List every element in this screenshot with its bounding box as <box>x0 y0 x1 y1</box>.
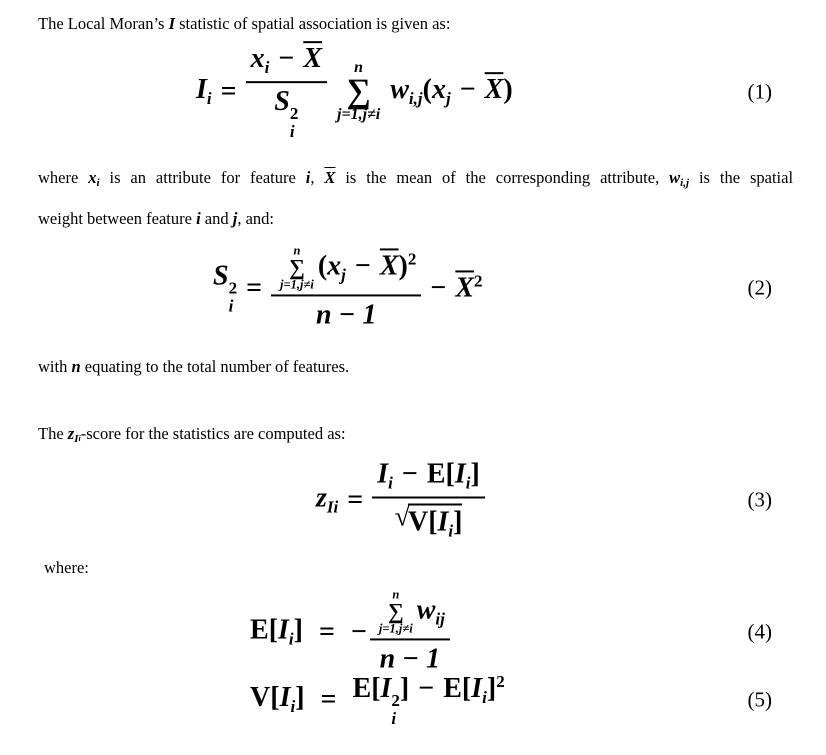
var-I: I <box>279 682 291 714</box>
sentence-n-features <box>38 357 349 377</box>
sub-ij: i,j <box>680 177 690 189</box>
paragraph-attribute-line1 <box>38 160 793 201</box>
equation-5-body <box>250 672 505 728</box>
radicand <box>408 504 463 542</box>
eq4-fraction <box>370 588 450 675</box>
sub-i: i <box>290 697 296 717</box>
text: equating to the total number of features. <box>80 357 350 376</box>
var-I: I <box>437 506 449 538</box>
var-x: x <box>250 43 265 75</box>
minus-sign: − <box>354 250 371 282</box>
var-n: n <box>71 357 81 376</box>
right-bracket: ] <box>295 682 305 714</box>
eq4-numerator <box>370 588 450 640</box>
var-w: w <box>669 168 681 187</box>
sentence-zscore <box>38 424 346 445</box>
equation-1 <box>0 43 826 141</box>
operator-E: E <box>426 458 446 490</box>
operator-V: V <box>250 682 271 714</box>
var-x: x <box>327 250 342 282</box>
equals-sign: = <box>318 615 335 647</box>
eq1-denominator <box>246 83 327 141</box>
var-I: I <box>454 458 466 490</box>
sigma-icon: ∑ <box>387 598 404 624</box>
paragraph-attribute-line2 <box>38 201 793 236</box>
sub-I: I <box>74 433 79 445</box>
sub-i: i <box>391 709 397 728</box>
n-minus-1: n − 1 <box>379 643 441 675</box>
var-z: z <box>316 482 327 514</box>
operator-E: E <box>443 673 462 705</box>
var-I: I <box>196 74 207 106</box>
var-I: I <box>278 614 289 646</box>
radical-icon: √ <box>394 501 410 533</box>
equation-3 <box>0 457 826 543</box>
var-x: x <box>431 74 446 106</box>
equals-sign: = <box>347 484 364 515</box>
equation-2-body <box>213 244 483 331</box>
left-bracket: [ <box>268 614 279 646</box>
text: is the mean of the corresponding attribute, <box>335 168 670 187</box>
sub-i: i <box>465 473 471 493</box>
minus-sign: − <box>401 458 418 490</box>
text: weight between feature <box>38 209 197 228</box>
sigma-icon: ∑ <box>346 72 371 110</box>
n-minus-1: n − 1 <box>315 299 377 331</box>
left-bracket: [ <box>371 673 381 705</box>
math-var-I: I <box>168 14 176 33</box>
sentence-where <box>44 558 89 578</box>
right-bracket: ] <box>470 458 480 490</box>
sup-2: 2 <box>228 278 238 298</box>
left-paren: ( <box>422 74 432 106</box>
equals-sign: = <box>220 76 237 107</box>
var-j: j <box>232 209 238 228</box>
right-bracket: ] <box>399 673 410 705</box>
equation-5 <box>0 672 826 728</box>
sub-i: i <box>264 58 270 78</box>
text: -score for the statistics are computed as: <box>80 424 346 443</box>
intro-text-post: statistic of spatial association is given as: <box>175 14 451 33</box>
text: The <box>38 424 68 443</box>
subsub-i: i <box>333 497 339 517</box>
summation-symbol <box>280 244 314 291</box>
sub-i: i <box>96 177 100 189</box>
left-bracket: [ <box>428 506 438 538</box>
text: , <box>310 168 325 187</box>
eq5-rhs <box>353 672 505 728</box>
left-bracket: [ <box>461 673 472 705</box>
minus-sign: − <box>278 43 295 75</box>
intro-text-pre: The Local Moran’s <box>38 14 169 33</box>
operator-V: V <box>407 506 429 538</box>
right-paren: ) <box>503 74 513 106</box>
eq3-denominator <box>372 499 485 542</box>
var-I: I <box>471 673 483 705</box>
equation-number-2: (2) <box>747 275 772 300</box>
eq3-numerator <box>372 459 485 499</box>
equation-4 <box>0 587 826 675</box>
var-w: w <box>390 74 409 106</box>
var-z: z <box>67 424 75 443</box>
negative-sign: − <box>350 615 367 647</box>
eq2-lhs <box>213 261 237 316</box>
minus-sign: − <box>459 74 476 106</box>
equation-number-5: (5) <box>747 687 772 712</box>
text: , and: <box>237 209 274 228</box>
sub-i: i <box>228 296 234 316</box>
sub-ij: i,j <box>408 89 423 109</box>
var-X-bar: $\overline{X}$ <box>455 272 475 304</box>
sub-i: i <box>448 521 454 541</box>
text: with <box>38 357 72 376</box>
sum-upper-limit: n <box>293 243 301 258</box>
sub-ij: ij <box>435 609 445 629</box>
minus-sign: − <box>418 673 435 705</box>
summation-symbol <box>337 60 380 124</box>
equation-number-3: (3) <box>747 487 772 512</box>
var-X-bar: $\overline{X}$ <box>379 250 399 282</box>
equals-sign: = <box>320 684 337 715</box>
var-X-bar: $\overline{X}$ <box>324 168 336 187</box>
sup-2: 2 <box>407 249 417 269</box>
eq3-fraction <box>372 459 485 542</box>
sup-2: 2 <box>391 691 400 711</box>
text: where: <box>44 558 89 577</box>
sub-j: j <box>445 89 451 109</box>
sigma-icon: ∑ <box>289 254 305 280</box>
equation-number-4: (4) <box>747 619 772 644</box>
equals-sign: = <box>246 271 263 303</box>
right-bracket: ] <box>453 506 463 538</box>
eq2-fraction <box>271 244 421 331</box>
sum-lower-limit: j=1,j≠i <box>378 621 413 636</box>
sub-j: j <box>341 265 346 285</box>
sub-i: i <box>206 89 212 109</box>
left-bracket: [ <box>445 458 455 490</box>
eq4-denominator <box>370 641 450 676</box>
intro-sentence <box>38 14 450 34</box>
equation-number-1: (1) <box>747 79 772 104</box>
var-S: S <box>213 260 229 292</box>
sub-i: i <box>388 473 393 493</box>
sub-I: I <box>326 497 334 517</box>
sup-2: 2 <box>474 271 483 291</box>
paragraph-attribute <box>38 160 793 236</box>
text: is an attribute for feature <box>99 168 306 187</box>
sup-2: 2 <box>289 104 299 124</box>
var-I: I <box>380 673 392 705</box>
var-I: I <box>377 458 389 490</box>
left-bracket: [ <box>270 682 280 714</box>
sub-i: i <box>482 688 487 708</box>
left-paren: ( <box>317 250 328 282</box>
sup-2: 2 <box>496 672 505 692</box>
text: and <box>200 209 233 228</box>
summation-symbol <box>379 588 413 635</box>
var-x: x <box>88 168 97 187</box>
eq4-lhs <box>250 614 303 649</box>
equation-4-body <box>250 588 450 675</box>
var-X-bar: $\overline{X}$ <box>303 43 322 75</box>
sub-i: i <box>289 122 295 141</box>
sup-sub-stack <box>391 692 400 728</box>
equation-1-body <box>196 43 513 141</box>
equation-2 <box>0 237 826 339</box>
minus-sign: − <box>430 271 447 303</box>
right-paren: ) <box>398 250 408 282</box>
equation-3-body <box>316 459 485 542</box>
eq3-lhs <box>316 483 338 518</box>
operator-E: E <box>352 673 372 705</box>
eq5-lhs <box>250 683 305 718</box>
eq2-denominator <box>271 297 421 332</box>
sup-sub-stack <box>229 280 238 316</box>
sum-lower-limit: j=1,j≠i <box>280 277 314 292</box>
sum-upper-limit: n <box>354 58 364 76</box>
sup-sub-stack <box>290 105 299 141</box>
eq1-tail <box>390 75 512 110</box>
var-X-bar: $\overline{X}$ <box>484 74 504 106</box>
sum-lower-limit: j=1,j≠i <box>337 106 381 124</box>
var-S: S <box>274 86 290 118</box>
eq2-numerator <box>271 244 421 296</box>
right-bracket: ] <box>486 673 497 705</box>
var-w: w <box>416 594 436 626</box>
eq2-tail <box>455 271 482 304</box>
square-root <box>394 501 463 542</box>
eq1-numerator <box>246 43 327 83</box>
sum-upper-limit: n <box>392 587 400 602</box>
var-i: i <box>305 168 311 187</box>
eq1-lhs <box>196 75 212 110</box>
right-bracket: ] <box>293 614 303 646</box>
sub-i: i <box>288 629 294 649</box>
operator-E: E <box>250 614 269 646</box>
subsub-i: i <box>78 434 81 443</box>
eq1-fraction <box>246 43 327 141</box>
text: is the spatial <box>689 168 794 187</box>
text: where <box>38 168 89 187</box>
var-i: i <box>196 209 201 228</box>
